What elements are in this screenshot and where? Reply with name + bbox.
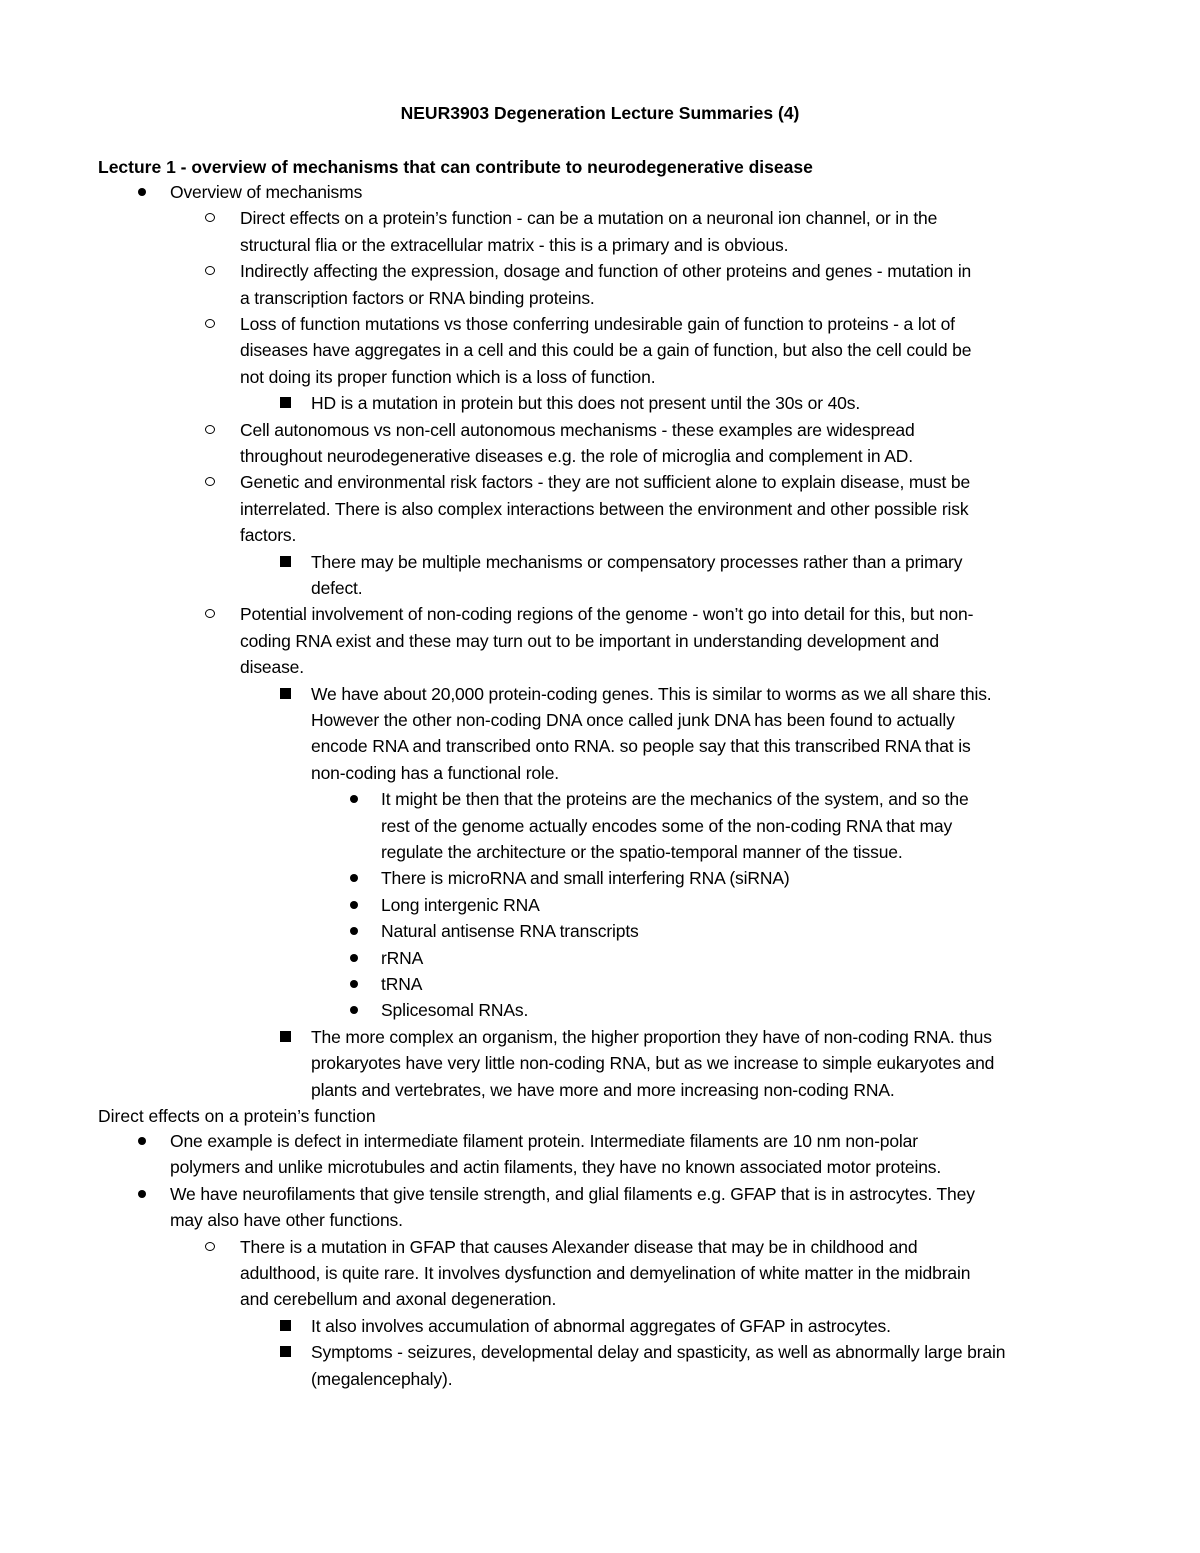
list-item-text [381, 945, 423, 971]
bullet-disc-icon [350, 927, 358, 935]
bullet-circle-icon [205, 477, 215, 486]
bullet-circle-icon [205, 213, 215, 222]
list-item-text [381, 971, 422, 997]
text-line: defect. [311, 577, 363, 598]
text-line: Potential involvement of non-coding regions of the genome - won’t go into detail for this, but non- [240, 604, 974, 625]
text-line: may also have other functions. [170, 1210, 403, 1231]
text-line: We have about 20,000 protein-coding genes. This is similar to worms as we all share this. [311, 683, 992, 704]
text-line: polymers and unlike microtubules and actin filaments, they have no known associated motor proteins. [170, 1157, 942, 1178]
text-line: non-coding has a functional role. [311, 762, 559, 783]
list-item-text [381, 892, 540, 918]
text-line: a transcription factors or RNA binding proteins. [240, 287, 595, 308]
text-line: Natural antisense RNA transcripts [381, 921, 639, 942]
bullet-circle-icon [205, 319, 215, 328]
text-line: Symptoms - seizures, developmental delay and spasticity, as well as abnormally large brain [311, 1342, 1006, 1363]
list-item-text [240, 417, 915, 470]
list-item-text [311, 1313, 891, 1339]
bullet-square-icon [280, 1320, 291, 1331]
text-line: We have neurofilaments that give tensile strength, and glial filaments e.g. GFAP that is in astrocytes. They [170, 1183, 975, 1204]
text-line: HD is a mutation in protein but this does not present until the 30s or 40s. [311, 393, 861, 414]
text-line: However the other non-coding DNA once called junk DNA has been found to actually [311, 709, 955, 730]
list-item-text [240, 601, 973, 680]
text-line: It might be then that the proteins are the mechanics of the system, and so the [381, 789, 969, 810]
list-item-text [240, 1234, 970, 1313]
text-line: rest of the genome actually encodes some of the non-coding RNA that may [381, 815, 953, 836]
document-title: NEUR3903 Degeneration Lecture Summaries (4) [400, 103, 800, 123]
bullet-circle-icon [205, 425, 215, 434]
bullet-square-icon [280, 556, 291, 567]
list-item-text [311, 390, 860, 416]
text-line: factors. [240, 525, 297, 546]
bullet-disc-icon [350, 901, 358, 909]
text-line: Loss of function mutations vs those conferring undesirable gain of function to proteins - a lot of [240, 314, 955, 334]
text-line: plants and vertebrates, we have more and more increasing non-coding RNA. [311, 1079, 895, 1100]
bullet-square-icon [280, 688, 291, 699]
text-line: not doing its proper function which is a loss of function. [240, 366, 656, 387]
list-item-text [170, 1181, 975, 1234]
text-line: Long intergenic RNA [381, 894, 540, 915]
text-line: There is a mutation in GFAP that causes Alexander disease that may be in childhood and [240, 1236, 918, 1257]
text-line: Cell autonomous vs non-cell autonomous mechanisms - these examples are widespread [240, 419, 915, 440]
bullet-square-icon [280, 397, 291, 408]
text-line: Direct effects on a protein’s function - can be a mutation on a neuronal ion channel, or in the [240, 208, 938, 229]
bullet-circle-icon [205, 266, 215, 275]
list-item-text [311, 681, 992, 787]
text-line: regulate the architecture or the spatio-temporal manner of the tissue. [381, 841, 903, 862]
text-line: The more complex an organism, the higher proportion they have of non-coding RNA. thus [311, 1026, 992, 1047]
text-line: One example is defect in intermediate filament protein. Intermediate filaments are 10 nm non-polar [170, 1131, 918, 1151]
list-item-text [240, 258, 971, 311]
bullet-circle-icon [205, 1242, 215, 1251]
text-line: There is microRNA and small interfering RNA (siRNA) [381, 868, 790, 889]
bullet-square-icon [280, 1346, 291, 1357]
text-line: Indirectly affecting the expression, dosage and function of other proteins and genes - mutation in [240, 261, 972, 282]
text-line: structural flia or the extracellular matrix - this is a primary and is obvious. [240, 234, 789, 255]
bullet-circle-icon [205, 609, 215, 618]
text-line: encode RNA and transcribed onto RNA. so people say that this transcribed RNA that is [311, 736, 971, 757]
list-item-text [240, 311, 971, 390]
text-line: throughout neurodegenerative diseases e.g. the role of microglia and complement in AD. [240, 445, 913, 466]
lecture-heading: Lecture 1 - overview of mechanisms that can contribute to neurodegenerative disease [98, 157, 813, 177]
list-item-text [381, 865, 790, 891]
list-item-text [170, 1128, 941, 1181]
text-line: interrelated. There is also complex interactions between the environment and other possible risk [240, 498, 969, 519]
list-item-text [311, 1024, 994, 1103]
text-line: Splicesomal RNAs. [381, 1000, 529, 1021]
list-item-text [170, 179, 362, 205]
text-line: It also involves accumulation of abnormal aggregates of GFAP in astrocytes. [311, 1315, 891, 1336]
text-line: Overview of mechanisms [170, 182, 363, 202]
text-line: There may be multiple mechanisms or compensatory processes rather than a primary [311, 551, 963, 572]
list-item-text [240, 205, 937, 258]
text-line: tRNA [381, 974, 423, 994]
text-line: disease. [240, 657, 304, 678]
bullet-disc-icon [138, 1190, 146, 1198]
bullet-disc-icon [350, 980, 358, 988]
bullet-disc-icon [350, 954, 358, 962]
bullet-disc-icon [350, 795, 358, 803]
text-line: Genetic and environmental risk factors - they are not sufficient alone to explain disease, must be [240, 472, 971, 493]
list-item-text [311, 1339, 1005, 1392]
list-item-text [381, 918, 639, 944]
bullet-square-icon [280, 1031, 291, 1042]
text-line: and cerebellum and axonal degeneration. [240, 1289, 557, 1310]
bullet-disc-icon [350, 874, 358, 882]
text-line: (megalencephaly). [311, 1368, 453, 1389]
bullet-disc-icon [138, 1137, 146, 1145]
list-item-text [240, 469, 970, 548]
text-line: prokaryotes have very little non-coding RNA, but as we increase to simple eukaryotes and [311, 1053, 995, 1074]
bullet-disc-icon [350, 1006, 358, 1014]
text-line: diseases have aggregates in a cell and this could be a gain of function, but also the cell could be [240, 340, 972, 361]
list-item-text [311, 549, 962, 602]
bullet-disc-icon [138, 188, 146, 196]
text-line: adulthood, is quite rare. It involves dysfunction and demyelination of white matter in the midbrain [240, 1262, 971, 1283]
text-line: rRNA [381, 947, 424, 968]
text-line: coding RNA exist and these may turn out to be important in understanding development and [240, 630, 939, 651]
list-item-text [381, 997, 528, 1023]
list-item-text [381, 786, 969, 865]
section-heading: Direct effects on a protein’s function [98, 1106, 376, 1126]
